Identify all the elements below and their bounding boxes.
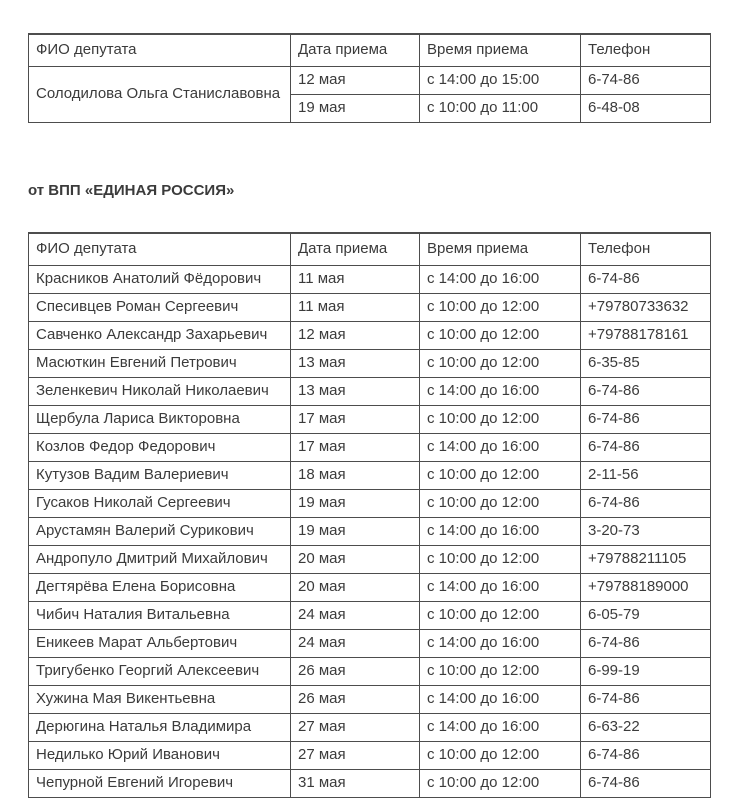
time-cell: с 10:00 до 11:00 xyxy=(420,95,581,123)
deputy-name-cell: Кутузов Вадим Валериевич xyxy=(29,462,291,490)
time-cell: с 10:00 до 12:00 xyxy=(420,770,581,798)
table-row xyxy=(29,518,711,546)
date-cell: 26 мая xyxy=(291,686,420,714)
time-cell: с 14:00 до 16:00 xyxy=(420,378,581,406)
date-cell: 11 мая xyxy=(291,294,420,322)
phone-cell: 6-48-08 xyxy=(581,95,711,123)
time-cell: с 10:00 до 12:00 xyxy=(420,602,581,630)
date-cell: 19 мая xyxy=(291,490,420,518)
deputy-name-cell: Арустамян Валерий Сурикович xyxy=(29,518,291,546)
date-cell: 17 мая xyxy=(291,406,420,434)
reception-table-1 xyxy=(28,33,711,123)
time-cell: с 14:00 до 16:00 xyxy=(420,518,581,546)
deputy-name-cell: Козлов Федор Федорович xyxy=(29,434,291,462)
deputy-name-cell: Андропуло Дмитрий Михайлович xyxy=(29,546,291,574)
table-row xyxy=(29,546,711,574)
phone-cell: +79780733632 xyxy=(581,294,711,322)
time-cell: с 14:00 до 16:00 xyxy=(420,266,581,294)
table-row xyxy=(29,350,711,378)
phone-cell: 2-11-56 xyxy=(581,462,711,490)
time-cell: с 14:00 до 16:00 xyxy=(420,574,581,602)
phone-cell: +79788189000 xyxy=(581,574,711,602)
deputy-name-cell: Еникеев Марат Альбертович xyxy=(29,630,291,658)
date-cell: 12 мая xyxy=(291,322,420,350)
time-cell: с 10:00 до 12:00 xyxy=(420,406,581,434)
deputy-name-cell: Спесивцев Роман Сергеевич xyxy=(29,294,291,322)
table-row xyxy=(29,658,711,686)
date-cell: 19 мая xyxy=(291,95,420,123)
date-cell: 31 мая xyxy=(291,770,420,798)
phone-cell: +79788178161 xyxy=(581,322,711,350)
deputy-name-cell: Савченко Александр Захарьевич xyxy=(29,322,291,350)
table-row xyxy=(29,630,711,658)
deputy-name-cell: Чибич Наталия Витальевна xyxy=(29,602,291,630)
phone-cell: 6-99-19 xyxy=(581,658,711,686)
time-cell: с 10:00 до 12:00 xyxy=(420,462,581,490)
table-row xyxy=(29,406,711,434)
column-header-date: Дата приема xyxy=(291,233,420,266)
phone-cell: 6-74-86 xyxy=(581,742,711,770)
time-cell: с 10:00 до 12:00 xyxy=(420,490,581,518)
date-cell: 12 мая xyxy=(291,67,420,95)
deputy-name-cell: Недилько Юрий Иванович xyxy=(29,742,291,770)
table-row xyxy=(29,462,711,490)
time-cell: с 10:00 до 12:00 xyxy=(420,546,581,574)
deputy-name-cell: Масюткин Евгений Петрович xyxy=(29,350,291,378)
phone-cell: 6-74-86 xyxy=(581,266,711,294)
table-row xyxy=(29,266,711,294)
phone-cell: +79788211105 xyxy=(581,546,711,574)
column-header-date: Дата приема xyxy=(291,34,420,67)
deputy-name-cell: Гусаков Николай Сергеевич xyxy=(29,490,291,518)
table-header-row xyxy=(29,233,711,266)
table-row xyxy=(29,322,711,350)
time-cell: с 10:00 до 12:00 xyxy=(420,658,581,686)
deputy-name-cell: Зеленкевич Николай Николаевич xyxy=(29,378,291,406)
date-cell: 26 мая xyxy=(291,658,420,686)
time-cell: с 14:00 до 16:00 xyxy=(420,630,581,658)
column-header-phone: Телефон xyxy=(581,34,711,67)
deputy-name-cell: Дегтярёва Елена Борисовна xyxy=(29,574,291,602)
table-row xyxy=(29,294,711,322)
deputy-name-cell: Чепурной Евгений Игоревич xyxy=(29,770,291,798)
column-header-time: Время приема xyxy=(420,233,581,266)
time-cell: с 14:00 до 16:00 xyxy=(420,434,581,462)
phone-cell: 6-74-86 xyxy=(581,630,711,658)
table-row xyxy=(29,434,711,462)
column-header-fio: ФИО депутата xyxy=(29,34,291,67)
phone-cell: 6-74-86 xyxy=(581,67,711,95)
phone-cell: 6-63-22 xyxy=(581,714,711,742)
deputy-name-cell: Хужина Мая Викентьевна xyxy=(29,686,291,714)
date-cell: 24 мая xyxy=(291,630,420,658)
time-cell: с 10:00 до 12:00 xyxy=(420,350,581,378)
table-header-row xyxy=(29,34,711,67)
column-header-fio: ФИО депутата xyxy=(29,233,291,266)
reception-table-2 xyxy=(28,232,711,798)
date-cell: 19 мая xyxy=(291,518,420,546)
phone-cell: 6-05-79 xyxy=(581,602,711,630)
table-row xyxy=(29,770,711,798)
time-cell: с 14:00 до 16:00 xyxy=(420,686,581,714)
date-cell: 13 мая xyxy=(291,350,420,378)
date-cell: 20 мая xyxy=(291,574,420,602)
table-row xyxy=(29,742,711,770)
phone-cell: 3-20-73 xyxy=(581,518,711,546)
table-row xyxy=(29,490,711,518)
column-header-phone: Телефон xyxy=(581,233,711,266)
date-cell: 13 мая xyxy=(291,378,420,406)
table-row xyxy=(29,378,711,406)
phone-cell: 6-74-86 xyxy=(581,378,711,406)
deputy-name-cell: Щербула Лариса Викторовна xyxy=(29,406,291,434)
column-header-time: Время приема xyxy=(420,34,581,67)
table-row xyxy=(29,714,711,742)
deputy-name-cell: Тригубенко Георгий Алексеевич xyxy=(29,658,291,686)
phone-cell: 6-74-86 xyxy=(581,770,711,798)
phone-cell: 6-74-86 xyxy=(581,406,711,434)
date-cell: 24 мая xyxy=(291,602,420,630)
time-cell: с 10:00 до 12:00 xyxy=(420,322,581,350)
date-cell: 18 мая xyxy=(291,462,420,490)
time-cell: с 10:00 до 12:00 xyxy=(420,294,581,322)
phone-cell: 6-35-85 xyxy=(581,350,711,378)
date-cell: 17 мая xyxy=(291,434,420,462)
section-heading: от ВПП «ЕДИНАЯ РОССИЯ» xyxy=(28,182,235,199)
time-cell: с 14:00 до 16:00 xyxy=(420,714,581,742)
phone-cell: 6-74-86 xyxy=(581,490,711,518)
phone-cell: 6-74-86 xyxy=(581,686,711,714)
table-row xyxy=(29,67,711,95)
deputy-name-cell: Красников Анатолий Фёдорович xyxy=(29,266,291,294)
time-cell: с 14:00 до 15:00 xyxy=(420,67,581,95)
time-cell: с 10:00 до 12:00 xyxy=(420,742,581,770)
date-cell: 27 мая xyxy=(291,742,420,770)
table-row xyxy=(29,574,711,602)
deputy-name-cell: Солодилова Ольга Станиславовна xyxy=(29,67,291,123)
date-cell: 27 мая xyxy=(291,714,420,742)
phone-cell: 6-74-86 xyxy=(581,434,711,462)
table-row xyxy=(29,602,711,630)
deputy-name-cell: Дерюгина Наталья Владимира xyxy=(29,714,291,742)
date-cell: 11 мая xyxy=(291,266,420,294)
date-cell: 20 мая xyxy=(291,546,420,574)
table-row xyxy=(29,686,711,714)
